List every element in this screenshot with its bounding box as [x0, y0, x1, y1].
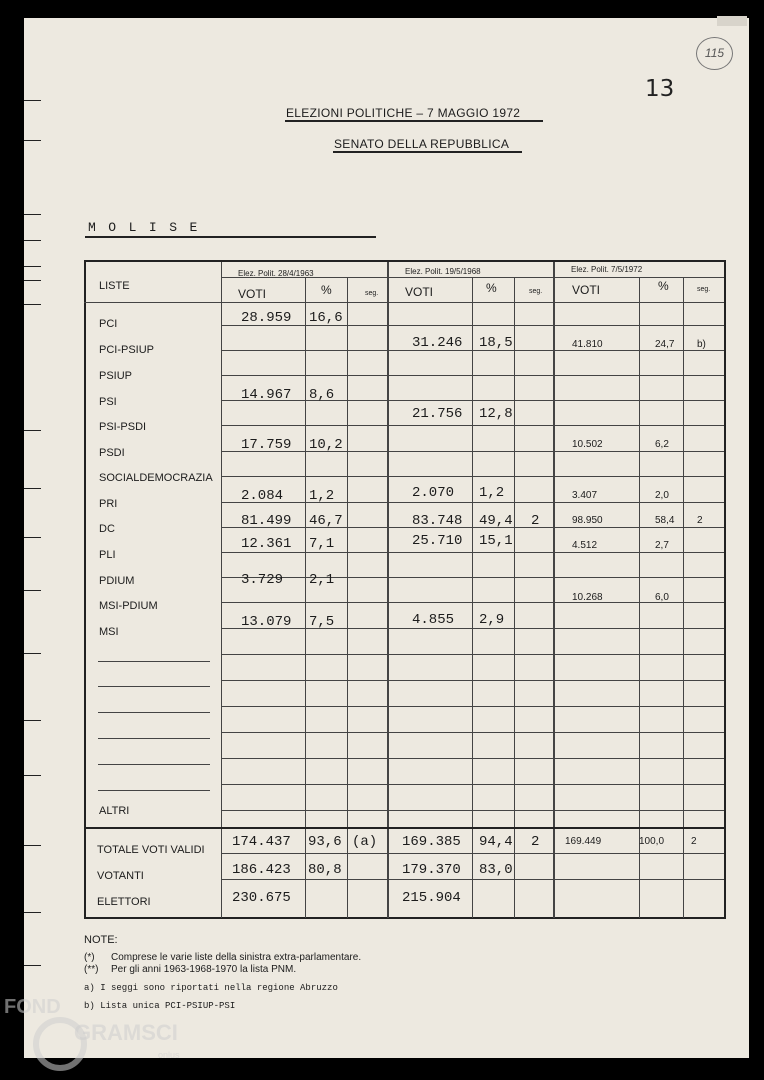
grid-line: [221, 879, 724, 880]
grid-line: [221, 654, 724, 655]
grid-line: [221, 810, 724, 811]
grid-line: [347, 277, 348, 918]
cell-voti-1968: 31.246: [412, 335, 463, 351]
cell-voti-1963: 13.079: [241, 614, 292, 630]
note-b: b) Lista unica PCI-PSIUP-PSI: [84, 1001, 236, 1011]
grid-line: [221, 476, 724, 477]
total-label: VOTANTI: [97, 870, 144, 882]
note-2: Per gli anni 1963-1968-1970 la lista PNM.: [111, 964, 297, 975]
cell-pct-1972: 2,0: [655, 490, 669, 501]
grid-line: [221, 706, 724, 707]
grid-line: [221, 853, 724, 854]
note-a: a) I seggi sono riportati nella regione Abruzzo: [84, 983, 338, 993]
grid-line: [514, 277, 515, 918]
cell-seg-1972: 2: [697, 515, 703, 526]
cell-voti-1968: 21.756: [412, 406, 463, 422]
cell-pct-1968: 15,1: [479, 533, 513, 549]
col-header-liste: LISTE: [99, 280, 130, 292]
col-seg-1968: seg.: [529, 288, 543, 295]
total-pct-1963: 80,8: [308, 862, 342, 878]
total-voti-1963: 230.675: [232, 890, 291, 906]
grid-line: [84, 302, 724, 303]
col-seg-1963: seg.: [365, 290, 379, 297]
cell-pct-1968: 1,2: [479, 485, 505, 501]
cell-voti-1963: 3.729: [241, 572, 284, 588]
col-pct-1968: %: [486, 281, 497, 295]
grid-line: [221, 425, 724, 426]
grid-line: [98, 712, 210, 713]
note-1: Comprese le varie liste della sinistra extra-parlamentare.: [111, 952, 362, 963]
row-label: MSI-PDIUM: [99, 600, 158, 612]
grid-line: [639, 277, 640, 918]
total-pct-1972: 100,0: [639, 836, 665, 847]
group-header-1968: Elez. Polit. 19/5/1968: [405, 267, 481, 276]
cell-pct-1963: 1,2: [309, 488, 335, 504]
row-label: PDIUM: [99, 575, 135, 587]
total-pct-1968: 83,0: [479, 862, 513, 878]
cell-pct-1968: 12,8: [479, 406, 513, 422]
cell-pct-1963: 7,5: [309, 614, 335, 630]
grid-line: [221, 732, 724, 733]
total-voti-1968: 169.385: [402, 834, 461, 850]
cell-pct-1972: 2,7: [655, 540, 669, 551]
row-label: DC: [99, 523, 115, 535]
cell-pct-1963: 46,7: [309, 513, 343, 529]
cell-pct-1963: 2,1: [309, 572, 335, 588]
watermark-fond: FOND: [4, 996, 61, 1018]
grid-line: [221, 262, 222, 918]
row-label: ALTRI: [99, 805, 130, 817]
cell-voti-1972: 4.512: [572, 540, 598, 551]
grid-line: [221, 628, 724, 629]
cell-voti-1963: 17.759: [241, 437, 292, 453]
grid-line: [98, 790, 210, 791]
grid-line: [221, 577, 724, 578]
row-label: PSI-PSDI: [99, 421, 147, 433]
total-label: TOTALE VOTI VALIDI: [97, 844, 205, 856]
grid-line: [305, 277, 306, 918]
cell-pct-1968: 2,9: [479, 612, 505, 628]
archive-stamp: 115: [696, 37, 733, 70]
col-pct-1963: %: [321, 283, 332, 297]
cell-pct-1972: 58,4: [655, 515, 675, 526]
cell-voti-1963: 81.499: [241, 513, 292, 529]
cell-pct-1968: 49,4: [479, 513, 513, 529]
total-pct-1968: 94,4: [479, 834, 513, 850]
row-label: PSIUP: [99, 370, 133, 382]
cell-voti-1972: 98.950: [572, 515, 603, 526]
col-pct-1972: %: [658, 279, 669, 293]
col-voti-1963: VOTI: [238, 287, 267, 301]
watermark-gramsci: GRAMSCI: [74, 1020, 178, 1045]
total-seg-1968: 2: [531, 834, 540, 850]
cell-voti-1963: 12.361: [241, 536, 292, 552]
cell-voti-1972: 41.810: [572, 339, 603, 350]
cell-pct-1963: 8,6: [309, 387, 335, 403]
row-label: PSI: [99, 396, 117, 408]
grid-line: [98, 764, 210, 765]
cell-voti-1963: 28.959: [241, 310, 292, 326]
torn-corner: [717, 16, 747, 26]
total-voti-1968: 215.904: [402, 890, 461, 906]
notes-title: NOTE:: [84, 934, 118, 946]
cell-pct-1972: 6,2: [655, 439, 669, 450]
grid-line: [221, 375, 724, 376]
grid-line: [98, 661, 210, 662]
row-label: PCI-PSIUP: [99, 344, 155, 356]
grid-line: [472, 277, 473, 918]
col-voti-1972: VOTI: [572, 283, 601, 297]
col-voti-1968: VOTI: [405, 285, 434, 299]
total-pct-1963: 93,6: [308, 834, 342, 850]
grid-line: [387, 262, 389, 918]
cell-seg-1972: b): [697, 339, 706, 350]
total-seg-1963: (a): [352, 834, 378, 850]
document-title: ELEZIONI POLITICHE – 7 MAGGIO 1972: [286, 106, 521, 120]
cell-voti-1972: 3.407: [572, 490, 598, 501]
row-label: PRI: [99, 498, 118, 510]
cell-pct-1972: 6,0: [655, 592, 669, 603]
grid-line: [221, 527, 724, 528]
cell-voti-1968: 25.710: [412, 533, 463, 549]
grid-line: [221, 784, 724, 785]
watermark-onlus: onlus: [158, 1050, 180, 1060]
grid-line: [221, 502, 724, 503]
row-label: SOCIALDEMOCRAZIA: [99, 472, 213, 484]
total-voti-1968: 179.370: [402, 862, 461, 878]
cell-voti-1963: 14.967: [241, 387, 292, 403]
row-label: PCI: [99, 318, 118, 330]
cell-pct-1963: 7,1: [309, 536, 335, 552]
total-voti-1963: 174.437: [232, 834, 291, 850]
grid-line: [98, 686, 210, 687]
watermark-logo-icon: [30, 1014, 90, 1074]
grid-line: [221, 350, 724, 351]
cell-voti-1968: 83.748: [412, 513, 463, 529]
grid-line: [221, 451, 724, 452]
row-label: PSDI: [99, 447, 125, 459]
grid-line: [221, 602, 724, 603]
grid-line: [221, 400, 724, 401]
row-label: MSI: [99, 626, 119, 638]
col-seg-1972: seg.: [697, 286, 711, 293]
cell-voti-1968: 4.855: [412, 612, 455, 628]
total-voti-1963: 186.423: [232, 862, 291, 878]
page-number: 13: [645, 76, 675, 102]
row-label: PLI: [99, 549, 116, 561]
totals-separator: [84, 827, 724, 829]
note-1-mark: (*): [84, 952, 95, 963]
cell-pct-1963: 16,6: [309, 310, 343, 326]
cell-seg-1968: 2: [531, 513, 540, 529]
document-subtitle: SENATO DELLA REPUBBLICA: [334, 137, 510, 151]
grid-line: [221, 325, 724, 326]
region-title: MOLISE: [88, 220, 210, 235]
grid-line: [683, 277, 684, 918]
grid-line: [553, 262, 555, 918]
total-voti-1972: 169.449: [565, 836, 602, 847]
group-header-1972: Elez. Polit. 7/5/1972: [571, 265, 643, 274]
total-seg-1972: 2: [691, 836, 697, 847]
total-label: ELETTORI: [97, 896, 151, 908]
cell-pct-1968: 18,5: [479, 335, 513, 351]
cell-pct-1963: 10,2: [309, 437, 343, 453]
results-table: [84, 260, 726, 919]
grid-line: [98, 738, 210, 739]
group-header-1963: Elez. Polit. 28/4/1963: [238, 269, 314, 278]
cell-voti-1968: 2.070: [412, 485, 455, 501]
grid-line: [221, 552, 724, 553]
grid-line: [221, 680, 724, 681]
cell-pct-1972: 24,7: [655, 339, 675, 350]
grid-line: [221, 758, 724, 759]
cell-voti-1972: 10.268: [572, 592, 603, 603]
cell-voti-1972: 10.502: [572, 439, 603, 450]
cell-voti-1963: 2.084: [241, 488, 284, 504]
note-2-mark: (**): [84, 964, 99, 975]
